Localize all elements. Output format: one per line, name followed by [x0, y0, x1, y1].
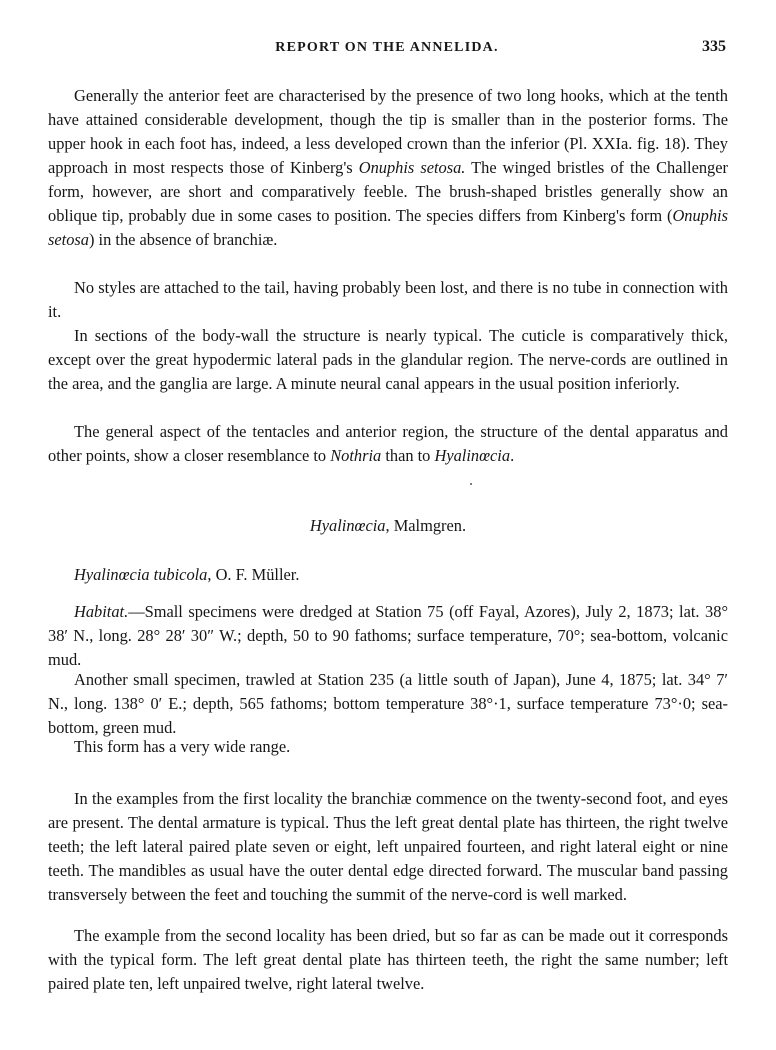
- text-segment: The general aspect of the tentacles and anterior region, the structure of the dental apparatus and other points, show a closer resemblance to: [48, 422, 728, 465]
- stray-mark: [470, 483, 472, 485]
- onuphis-paragraph-1: [48, 84, 728, 252]
- onuphis-paragraph-4: [48, 420, 728, 468]
- running-title: REPORT ON THE ANNELIDA.: [275, 40, 499, 55]
- text-segment: ) in the absence of branchiæ.: [88, 230, 278, 249]
- species-name: Hyalinœcia tubicola: [74, 565, 208, 584]
- page-header: [48, 40, 726, 64]
- genus-authority: , Malmgren.: [385, 516, 467, 535]
- genus-heading: [48, 514, 728, 538]
- habitat-paragraph-3: This form has a very wide range.: [74, 737, 291, 756]
- text-segment: The winged bristles of the Challenger form, however, are short and comparatively feeble. The brush-shaped bristles generally show an oblique tip, probably due in some cases to position. The species differs from Kinberg's form (: [48, 158, 728, 225]
- habitat-label: Habitat.: [74, 602, 129, 621]
- italic-taxon: Hyalinœcia: [434, 446, 511, 465]
- text-segment: than to: [381, 446, 435, 465]
- italic-taxon: Onuphis setosa.: [358, 158, 466, 177]
- habitat-paragraph-1: [48, 600, 728, 672]
- onuphis-paragraph-3: In sections of the body-wall the structure is nearly typical. The cuticle is comparatively thick, except over the great hypodermic lateral pads in the glandular region. The nerve-cords are outlined in the area, and the ganglia are large. A minute neural canal appears in the usual position inferiorly.: [48, 326, 728, 393]
- text-segment: .: [510, 446, 515, 465]
- description-paragraph-2: The example from the second locality has been dried, but so far as can be made out it corresponds with the typical form. The left great dental plate has thirteen teeth, the right the same number; left paired plate ten, left unpaired twelve, right lateral twelve.: [48, 926, 728, 993]
- species-authority: , O. F. Müller.: [207, 565, 300, 584]
- description-paragraph-1: In the examples from the first locality the branchiæ commence on the twenty-second foot, and eyes are present. The dental armature is typical. Thus the left great dental plate has thirteen, the right twelve teeth; the left lateral paired plate seven or eight, left unpaired fourteen, and right lateral eight or nine teeth. The mandibles as usual have the outer dental edge directed forward. The muscular band passing transversely between the feet and touching the summit of the nerve-cord is well marked.: [48, 789, 728, 904]
- italic-taxon: Onuphis setosa: [48, 206, 728, 249]
- italic-taxon: Nothria: [330, 446, 382, 465]
- onuphis-paragraph-2: No styles are attached to the tail, having probably been lost, and there is no tube in connection with it.: [48, 278, 728, 321]
- species-heading: [74, 563, 299, 587]
- genus-name: Hyalinœcia: [309, 516, 386, 535]
- habitat-paragraph-2: Another small specimen, trawled at Station 235 (a little south of Japan), June 4, 1875; lat. 34° 7′ N., long. 138° 0′ E.; depth, 565 fathoms; bottom temperature 38°·1, surface temperature 73°·0; sea-bottom, green mud.: [48, 670, 728, 737]
- text-segment: Generally the anterior feet are characterised by the presence of two long hooks, which at the tenth have attained considerable development, though the tip is smaller than in the posterior forms. The upper hook in each foot has, indeed, a less developed crown than the inferior (Pl. XXIa. fig. 18). They approach in most respects those of Kinberg's: [48, 86, 728, 177]
- page-number: 335: [702, 38, 726, 55]
- habitat-text: —Small specimens were dredged at Station 75 (off Fayal, Azores), July 2, 1873; lat. 38° 38′ N., long. 28° 28′ 30″ W.; depth, 50 to 90 fathoms; surface temperature, 70°; sea-bottom, volcanic mud.: [48, 602, 728, 669]
